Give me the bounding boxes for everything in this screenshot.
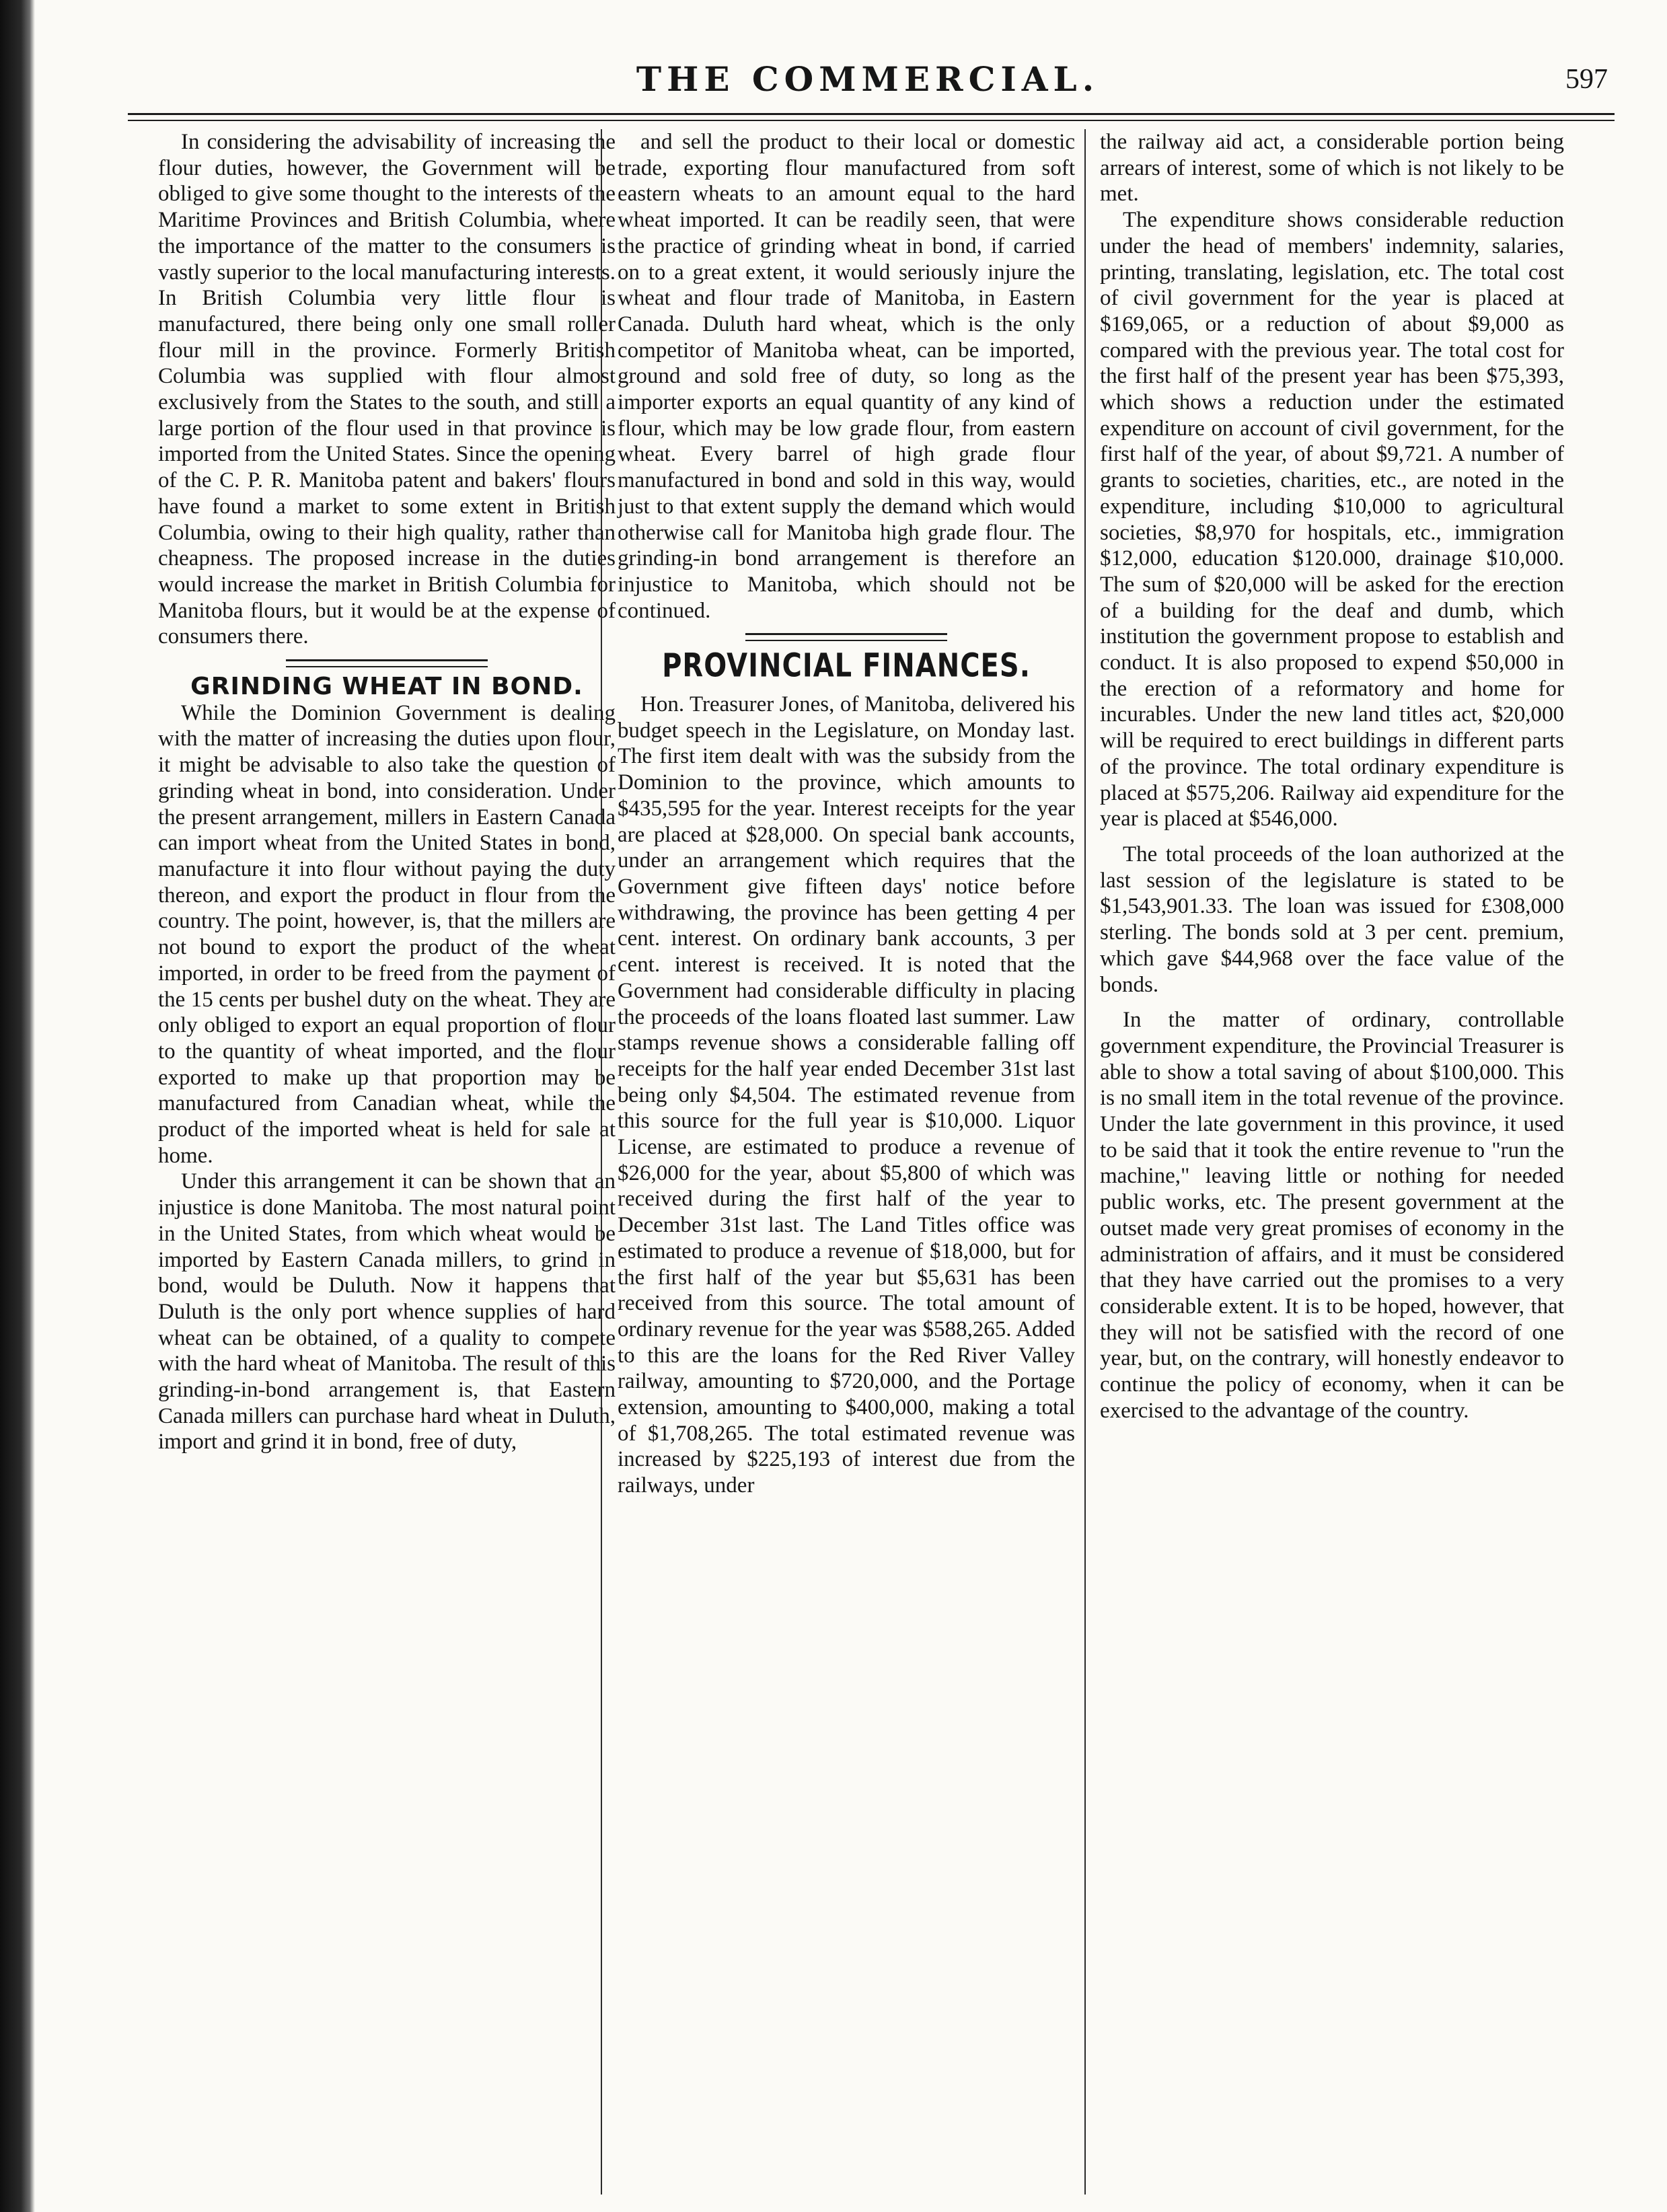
heading-grinding-wheat: GRINDING WHEAT IN BOND. <box>190 673 583 701</box>
grinding-paragraph-3: and sell the product to their local or domestic trade, exporting flour manufactured from soft eastern wheats to an amount equal to the hard wheat imported. It can be readily seen, that were the practice of grinding wheat in bond, if carried on to a great extent, it would seriously injure the wheat and flour trade of Manitoba, in Eastern Canada. Duluth hard wheat, which is the only competitor of Manitoba wheat, can be imported, ground and sold free of duty, so long as the importer exports an equal quantity of any kind of flour, which may be low grade flour, from eastern wheat. Every barrel of high grade flour manufactured in bond and sold in this way, would just to that extent supply the demand which would otherwise call for Manitoba high grade flour. The grinding-in bond arrangement is therefore an injustice to Manitoba, which should not be continued. <box>618 130 1075 623</box>
book-binding-edge <box>0 0 35 2212</box>
finances-paragraph-3: The expenditure shows considerable reduction under the head of members' indemnity, salaries, printing, translating, legislation, etc. The total cost of civil government for the year is placed at $169,065, or a reduction of about $9,000 as compared with the previous year. The total cost for the first half of the present year has been $75,393, which shows a reduction under the estimated expenditure on account of civil government, for the first half of the year, of about $9,721. A number of grants to societies, charities, etc., are noted in the expenditure, including $10,000 to agricultural societies, $8,970 for hospitals, etc., immigration $12,000, education $120.000, drainage $10,000. The sum of $20,000 will be asked for the erection of a building for the deaf and dumb, which institution the government propose to establish and conduct. It is also proposed to expend $50,000 in the erection of a reformatory and home for incurables. Under the new land titles act, $20,000 will be required to erect buildings in different parts of the province. The total ordinary expenditure is placed at $575,206. Railway aid expenditure for the year is placed at $546,000. <box>1100 208 1564 832</box>
grinding-paragraph-1: While the Dominion Government is dealing with the matter of increasing the duties upon flour, it might be advisable to also take the question of grinding wheat in bond, into consideration. Under the present arrangement, millers in Eastern Canada can import wheat from the United States in bond, manufacture it into flour without paying the duty thereon, and export the product in flour from the country. The point, however, is, that the millers are not bound to export the product of the wheat imported, in order to be freed from the payment of the 15 cents per bushel duty on the wheat. They are only obliged to export an equal proportion of flour to the quantity of wheat imported, and the flour exported to make up that proportion may be manufactured from Canadian wheat, while the product of the imported wheat is held for sale at home. <box>158 700 616 1168</box>
grinding-paragraph-2: Under this arrangement it can be shown that an injustice is done Manitoba. The most natural point in the United States, from which wheat would be imported by Eastern Canada millers, to grind in bond, would be Duluth. Now it happens that Duluth is the only port whence supplies of hard wheat can be obtained, of a quality to compete with the hard wheat of Manitoba. The result of this grinding-in-bond arrangement is, that Eastern Canada millers can purchase hard wheat in Duluth, import and grind it in bond, free of duty, <box>158 1169 616 1454</box>
column-divider-2 <box>1084 129 1086 2195</box>
finances-paragraph-2: the railway aid act, a considerable portion being arrears of interest, some of which is not likely to be met. <box>1100 130 1564 207</box>
page-number: 597 <box>1565 64 1608 95</box>
column-2 <box>618 129 1075 1499</box>
newspaper-title: THE COMMERCIAL. <box>636 59 1100 99</box>
masthead <box>128 59 1608 120</box>
heading-provincial-finances: PROVINCIAL FINANCES. <box>662 647 1031 685</box>
section-rule <box>745 633 947 641</box>
flour-duties-paragraph: In considering the advisability of increasing the flour duties, however, the Government will be obliged to give some thought to the interests of the Maritime Provinces and British Columbia, where the importance of the matter to the consumers is vastly superior to the local manufacturing interests. In British Columbia very little flour is manufactured, there being only one small roller flour mill in the province. Formerly British Columbia was supplied with flour almost exclusively from the States to the south, and still a large portion of the flour used in that province is imported from the United States. Since the opening of the C. P. R. Manitoba patent and bakers' flours have found a market to some extent in British Columbia, owing to their high quality, rather than cheapness. The proposed increase in the duties would increase the market in British Columbia for Manitoba flours, but it would be at the expense of consumers there. <box>158 130 616 649</box>
finances-paragraph-1: Hon. Treasurer Jones, of Manitoba, delivered his budget speech in the Legislature, on Monday last. The first item dealt with was the subsidy from the Dominion to the province, which amounts to $435,595 for the year. Interest receipts for the year are placed at $28,000. On special bank accounts, under an arrangement which requires that the Government give fifteen days' notice before withdrawing, the province has been getting 4 per cent. interest. On ordinary bank accounts, 3 per cent. interest is received. It is noted that the Government had considerable difficulty in placing the proceeds of the loans floated last summer. Law stamps revenue shows a considerable falling off receipts for the half year ended December 31st last being only $4,504. The estimated revenue from this source for the full year is $10,000. Liquor License, are estimated to produce a revenue of $26,000 for the year, about $5,800 of which was received during the first half of the year to December 31st last. The Land Titles office was estimated to produce a revenue of $18,000, but for the first half of the year but $5,631 has been received from this source. The total amount of ordinary revenue for the year was $588,265. Added to this are the loans for the Red River Valley railway, amounting to $720,000, and the Portage extension, amounting to $400,000, making a total of $1,708,265. The total estimated revenue was increased by $225,193 of interest due from the railways, under <box>618 692 1075 1498</box>
finances-paragraph-5: In the matter of ordinary, controllable government expenditure, the Provincial Treasurer is able to show a total saving of about $100,000. This is no small item in the total revenue of the province. Under the late government in this province, it used to be said that it took the entire revenue to "run the machine," leaving little or nothing for needed public works, etc. The present government at the outset made very great promises of economy in the administration of affairs, and it must be considered that they have carried out the promises to a very considerable extent. It is to be hoped, however, that they will not be satisfied with the record of one year, but, on the contrary, will honestly endeavor to continue the policy of economy, when it can be exercised to the advantage of the country. <box>1100 1008 1564 1423</box>
section-rule <box>286 659 488 667</box>
finances-paragraph-4: The total proceeds of the loan authorized at the last session of the legislature is stated to be $1,543,901.33. The loan was issued for £308,000 sterling. The bonds sold at 3 per cent. premium, which gave $44,968 over the face value of the bonds. <box>1100 842 1564 997</box>
masthead-rule <box>128 113 1615 121</box>
column-3 <box>1100 129 1564 1424</box>
column-1 <box>158 129 616 1455</box>
